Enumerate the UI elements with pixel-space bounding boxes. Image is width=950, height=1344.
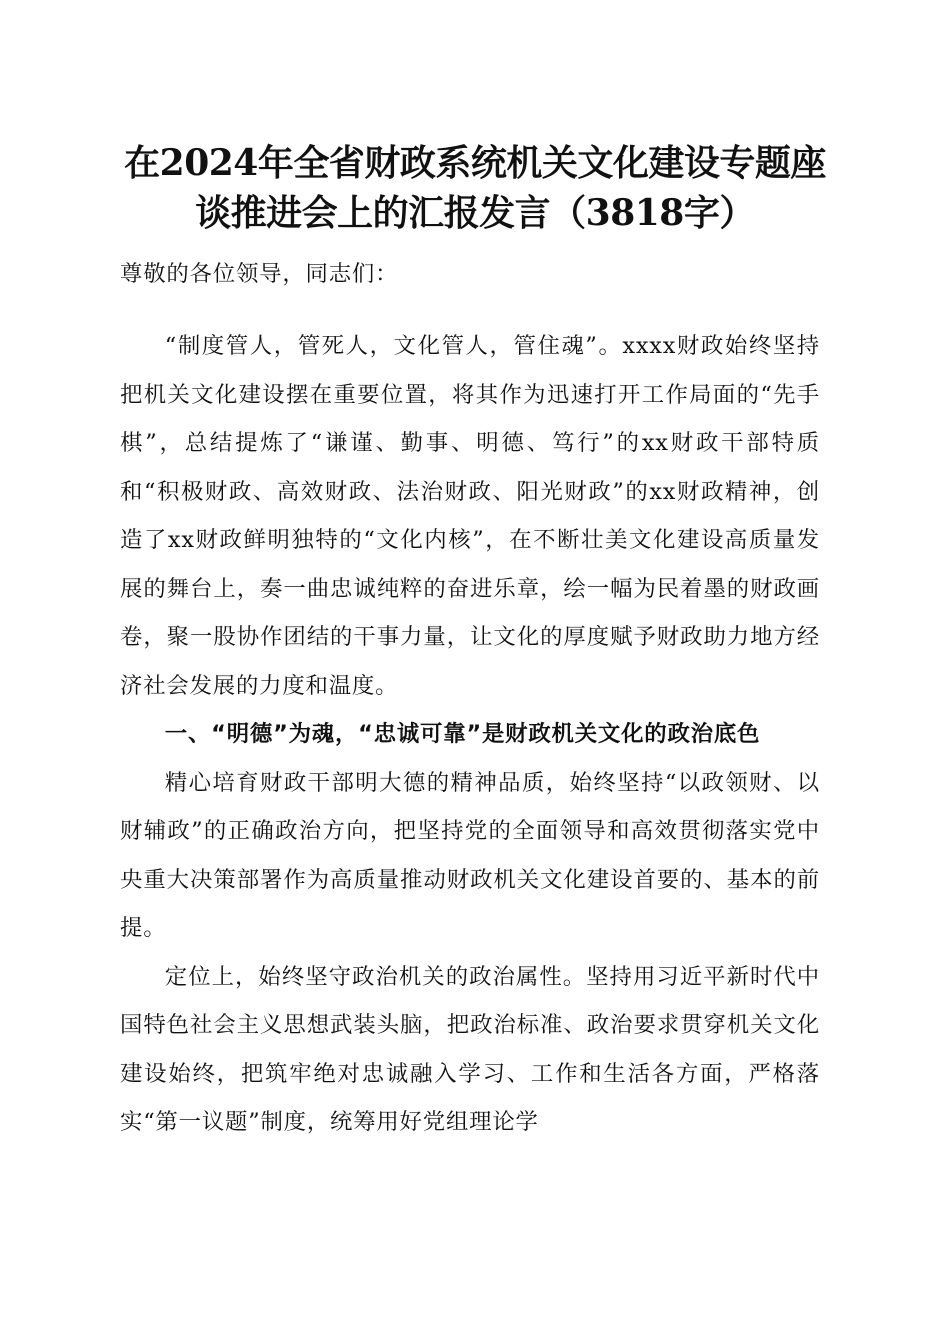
document-body: [120, 322, 820, 1147]
paragraph-positioning: 定位上，始终坚守政治机关的政治属性。坚持用习近平新时代中国特色社会主义思想武装头脑，把政治标准、政治要求贯穿机关文化建设始终，把筑牢绝对忠诚融入学习、工作和生活各方面，严格落实“第一议题”制度，统筹用好党组理论学: [120, 963, 820, 1135]
title-line-1: 在2024年全省财政系统机关文化建设专题座: [124, 142, 826, 184]
section-heading-1: 一、“明德”为魂，“忠诚可靠”是财政机关文化的政治底色: [164, 721, 761, 747]
salutation: 尊敬的各位领导，同志们：: [120, 261, 399, 287]
paragraph-mingde: 精心培育财政干部明大德的精神品质，始终坚持“以政领财、以财辅政”的正确政治方向，把坚持党的全面领导和高效贯彻落实党中央重大决策部署作为高质量推动财政机关文化建设首要的、基本的前提。: [120, 769, 820, 941]
paragraph-intro: “制度管人，管死人，文化管人，管住魂”。xxxx财政始终坚持把机关文化建设摆在重要位置，将其作为迅速打开工作局面的“先手棋”，总结提炼了“谦谨、勤事、明德、笃行”的xx财政干部特质和“积极财政、高效财政、法治财政、阳光财政”的xx财政精神，创造了xx财政鲜明独特的“文化内核”，在不断壮美文化建设高质量发展的舞台上，奏一曲忠诚纯粹的奋进乐章，绘一幅为民着墨的财政画卷，聚一股协作团结的干事力量，让文化的厚度赋予财政助力地方经济社会发展的力度和温度。: [120, 333, 820, 699]
document-title: [120, 138, 830, 238]
title-line-2: 谈推进会上的汇报发言（3818字）: [195, 192, 755, 234]
